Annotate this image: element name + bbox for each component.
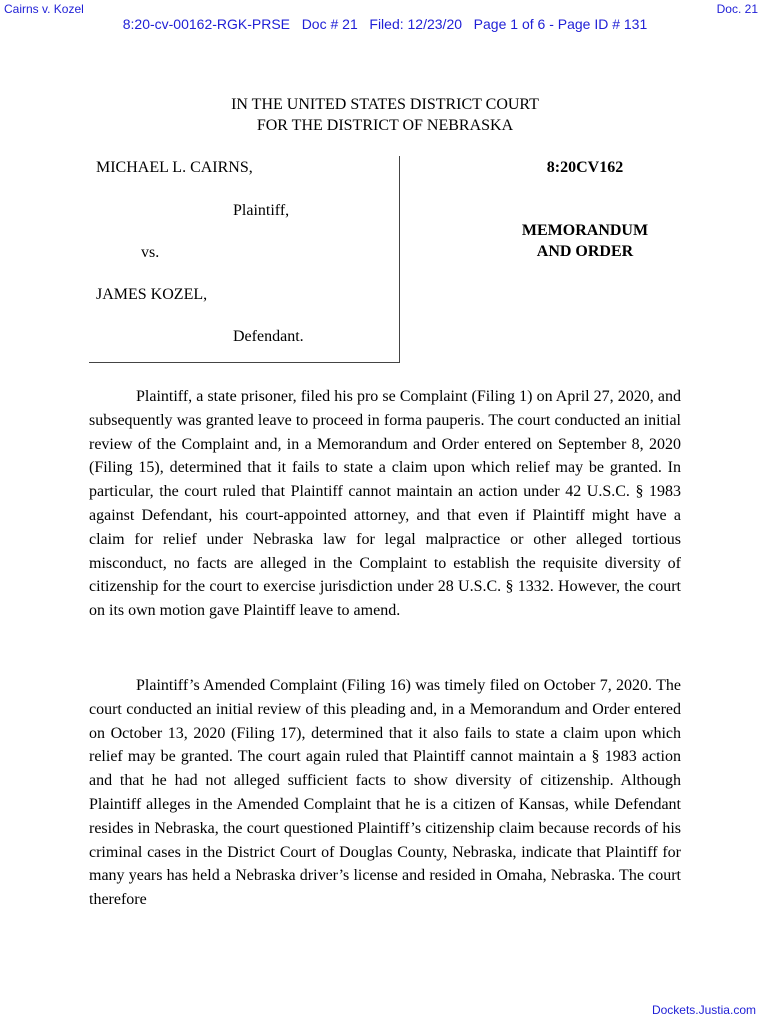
- document-title-line2: AND ORDER: [536, 243, 634, 260]
- doc-number-link[interactable]: Doc. 21: [716, 2, 758, 16]
- defendant-name: JAMES KOZEL,: [96, 286, 208, 303]
- court-title-line2: FOR THE DISTRICT OF NEBRASKA: [256, 117, 514, 134]
- court-title-line1: IN THE UNITED STATES DISTRICT COURT: [231, 96, 539, 113]
- versus-label: vs.: [141, 244, 160, 261]
- filing-stamp: 8:20-cv-00162-RGK-PRSE Doc # 21 Filed: 12/23/20 Page 1 of 6 - Page ID # 131: [122, 16, 648, 32]
- case-number: 8:20CV162: [546, 159, 624, 176]
- justia-footer-link[interactable]: Dockets.Justia.com: [651, 1003, 756, 1017]
- defendant-role: Defendant.: [233, 328, 304, 345]
- plaintiff-name: MICHAEL L. CAIRNS,: [96, 159, 253, 176]
- case-title-link[interactable]: Cairns v. Kozel: [4, 2, 84, 16]
- body-paragraph-2: Plaintiff’s Amended Complaint (Filing 16) was timely filed on October 7, 2020. The court conducted an initial review of this pleading and, in a Memorandum and Order entered on October 13, 2020 (Filing 17), determined that it also fails to state a claim upon which relief may be granted. The court again ruled that Plaintiff cannot maintain a § 1983 action and that he had not alleged sufficient facts to show diversity of citizenship. Although Plaintiff alleges in the Amended Complaint that he is a citizen of Kansas, while Defendant resides in Nebraska, the court questioned Plaintiff’s citizenship claim because records of his criminal cases in the District Court of Douglas County, Nebraska, indicate that Plaintiff for many years has held a Nebraska driver’s license and resided in Omaha, Nebraska. The court therefore: [89, 677, 681, 909]
- document-title-line1: MEMORANDUM: [521, 222, 649, 239]
- plaintiff-role: Plaintiff,: [233, 202, 290, 219]
- body-paragraph-1: Plaintiff, a state prisoner, filed his pro se Complaint (Filing 1) on April 27, 2020, and subsequently was granted leave to proceed in forma pauperis. The court conducted an initial review of the Complaint and, in a Memorandum and Order entered on September 8, 2020 (Filing 15), determined that it fails to state a claim upon which relief may be granted. In particular, the court ruled that Plaintiff cannot maintain an action under 42 U.S.C. § 1983 against Defendant, his court-appointed attorney, and that even if Plaintiff might have a claim for relief under Nebraska law for legal malpractice or other alleged tortious misconduct, no facts are alleged in the Complaint to establish the requisite diversity of citizenship for the court to exercise jurisdiction under 28 U.S.C. § 1332. However, the court on its own motion gave Plaintiff leave to amend.: [89, 388, 681, 620]
